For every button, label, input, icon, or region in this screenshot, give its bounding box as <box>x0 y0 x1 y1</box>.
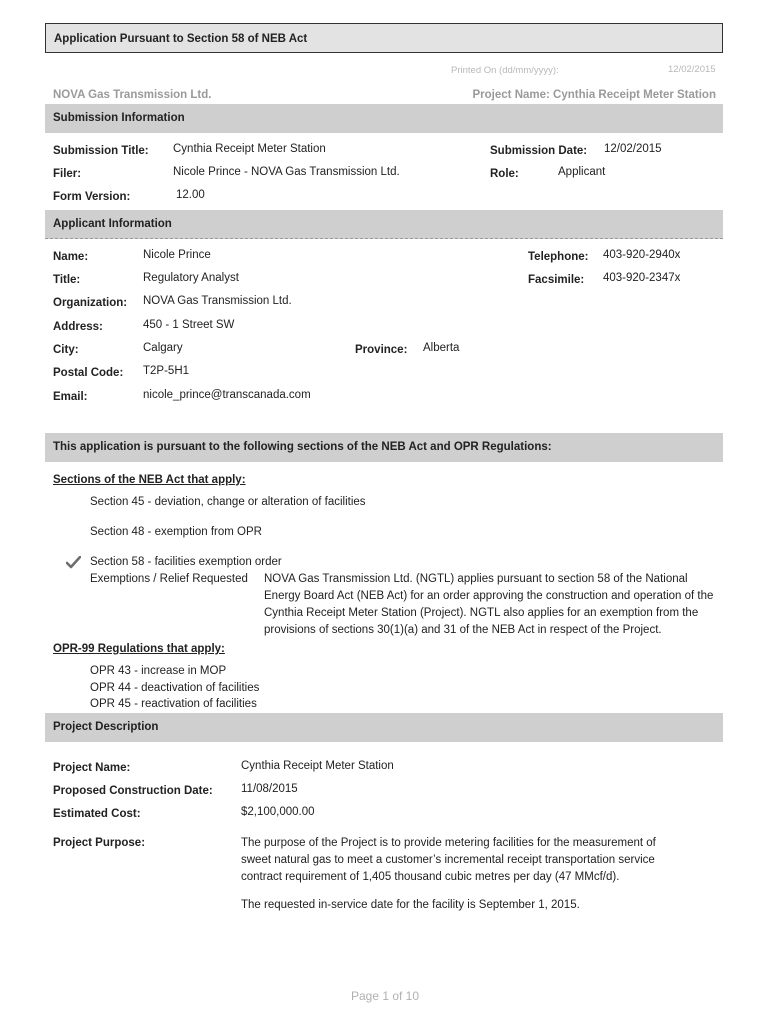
city-value: Calgary <box>143 342 183 354</box>
document-title: Application Pursuant to Section 58 of NEB Act <box>45 23 723 53</box>
exemptions-label: Exemptions / Relief Requested <box>90 573 248 585</box>
address-label: Address: <box>53 321 103 333</box>
role-value: Applicant <box>558 166 606 178</box>
exemptions-text <box>264 571 713 639</box>
province-label: Province: <box>355 344 408 356</box>
exemptions-line: Energy Board Act (NEB Act) for an order approving the construction and operation of the <box>264 590 714 602</box>
opr-item: OPR 43 - increase in MOP <box>90 665 227 677</box>
applicant-title-value: Regulatory Analyst <box>143 272 239 284</box>
construction-date-value: 11/08/2015 <box>241 783 298 795</box>
project-purpose-text <box>241 835 656 886</box>
page-number: Page 1 of 10 <box>350 989 420 1003</box>
telephone-label: Telephone: <box>528 251 589 263</box>
opr-list <box>90 663 259 713</box>
opr-item: OPR 44 - deactivation of facilities <box>90 681 260 694</box>
exemptions-line: provisions of sections 30(1)(a) and 31 of the NEB Act in respect of the Project. <box>264 624 662 636</box>
filer-label: Filer: <box>53 168 82 180</box>
postal-code-value: T2P-5H1 <box>143 365 190 377</box>
construction-date-label: Proposed Construction Date: <box>53 785 213 797</box>
form-version-label: Form Version: <box>53 191 131 203</box>
submission-info-heading: Submission Information <box>45 104 723 133</box>
section-45-item: Section 45 - deviation, change or alteration of facilities <box>90 496 366 508</box>
submission-date-label: Submission Date: <box>490 145 588 157</box>
city-label: City: <box>53 344 79 356</box>
purpose-line: contract requirement of 1,405 thousand cubic metres per day (47 MMcf/d). <box>241 871 620 883</box>
company-name: NOVA Gas Transmission Ltd. <box>53 89 212 101</box>
facsimile-label: Facsimile: <box>528 274 585 286</box>
submission-date-value: 12/02/2015 <box>604 143 662 155</box>
province-value: Alberta <box>423 342 460 354</box>
exemptions-line: Cynthia Receipt Meter Station (Project). NGTL also applies for an exemption from the <box>264 607 699 619</box>
telephone-value: 403-920-2940x <box>603 249 681 261</box>
printed-on-label: Printed On (dd/mm/yyyy): <box>451 65 559 76</box>
submission-title-value: Cynthia Receipt Meter Station <box>173 143 326 155</box>
form-version-value: 12.00 <box>176 189 205 201</box>
header-project-name: Project Name: Cynthia Receipt Meter Station <box>472 89 716 101</box>
applicant-name-label: Name: <box>53 251 89 263</box>
applicant-info-heading: Applicant Information <box>45 210 723 239</box>
applicant-title-label: Title: <box>53 274 81 286</box>
project-name-value: Cynthia Receipt Meter Station <box>241 760 394 772</box>
checkmark-icon <box>66 556 81 569</box>
section-48-item: Section 48 - exemption from OPR <box>90 526 262 538</box>
purpose-line: sweet natural gas to meet a customer’s incremental receipt transportation service <box>241 854 655 866</box>
submission-title-label: Submission Title: <box>53 145 149 157</box>
purpose-line: The purpose of the Project is to provide metering facilities for the measurement of <box>241 837 656 849</box>
organization-label: Organization: <box>53 297 128 309</box>
role-label: Role: <box>490 168 519 180</box>
project-purpose-label: Project Purpose: <box>53 837 146 849</box>
applicant-name-value: Nicole Prince <box>143 249 211 261</box>
organization-value: NOVA Gas Transmission Ltd. <box>143 295 292 307</box>
opr-item: OPR 45 - reactivation of facilities <box>90 698 257 710</box>
printed-on-date: 12/02/2015 <box>668 64 716 75</box>
facsimile-value: 403-920-2347x <box>603 272 681 284</box>
in-service-date-note: The requested in-service date for the facility is September 1, 2015. <box>241 899 580 911</box>
exemptions-line: NOVA Gas Transmission Ltd. (NGTL) applies pursuant to section 58 of the National <box>264 573 688 585</box>
postal-code-label: Postal Code: <box>53 367 124 379</box>
estimated-cost-value: $2,100,000.00 <box>241 806 315 818</box>
opr-regulations-heading: OPR-99 Regulations that apply: <box>53 643 225 655</box>
section-58-item: Section 58 - facilities exemption order <box>90 556 282 568</box>
email-label: Email: <box>53 391 88 403</box>
filer-value: Nicole Prince - NOVA Gas Transmission Ltd. <box>173 166 400 178</box>
project-description-heading: Project Description <box>45 713 723 742</box>
pursuant-heading: This application is pursuant to the following sections of the NEB Act and OPR Regulations: <box>45 433 723 462</box>
project-name-label: Project Name: <box>53 762 131 774</box>
neb-sections-heading: Sections of the NEB Act that apply: <box>53 474 246 486</box>
estimated-cost-label: Estimated Cost: <box>53 808 141 820</box>
address-value: 450 - 1 Street SW <box>143 319 235 331</box>
email-value: nicole_prince@transcanada.com <box>143 389 311 401</box>
